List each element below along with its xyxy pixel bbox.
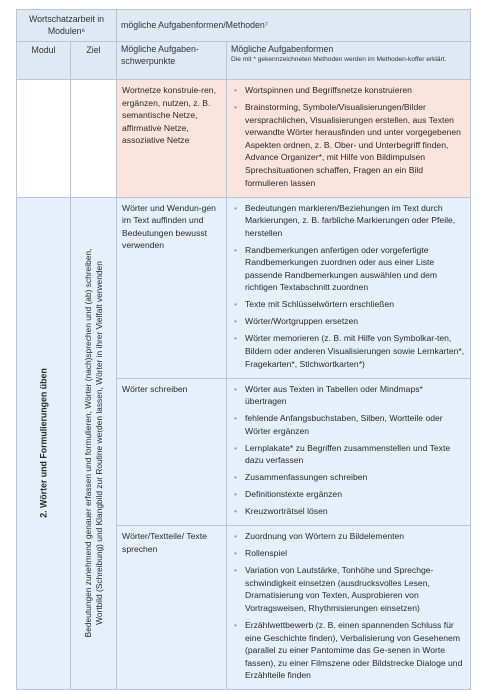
header-ziel: Ziel xyxy=(71,42,117,80)
section2-ziel-line-2: Wortbild (Schreibung) und Klangbild zur Routine werden lassen, Wörter in ihrer Vielfalt verwenden xyxy=(93,261,104,626)
section2-modul-cell xyxy=(17,197,71,690)
list-item: • Wörter aus Texten in Tabellen oder Mindmaps* übertragen xyxy=(231,383,466,408)
section1-row xyxy=(17,80,471,198)
list-item: • fehlende Anfangsbuchstaben, Silben, Wortteile oder Wörter ergänzen xyxy=(231,412,466,437)
list-item: • Definitionstexte ergänzen xyxy=(231,488,466,501)
section2-list-2 xyxy=(227,379,470,526)
section2-schwerpunkt-1: Wörter und Wendun-gen im Text auffinden und Bedeutungen bewusst verwenden xyxy=(117,197,227,378)
section2-items-cell-1 xyxy=(227,197,471,378)
list-item: • Variation von Lautstärke, Tonhöhe und Sprechge-schwindigkeit einsetzen (ausdrucksvolles Lesen, Dramatisierung von Texten, Ausprobieren von Vortragsweisen, Rhythmisierungen einsetzen) xyxy=(231,564,466,614)
header-aufgabenformen: Mögliche Aufgabenformen xyxy=(231,44,334,54)
list-item: • Brainstorming, Symbole/Visualisierungen/Bilder versprachlichen, Visualisierungen erstellen, aus Texten verwandte Wörter herausfinden und unter vorgegebenen Aspekten ordnen, z. B. Ober- und Unterbegriff finden, Advance Organizer*, mit Hilfe von Bildimpulsen Sprechsituationen schaffen, Fragen an ein Bild formulieren lassen xyxy=(231,101,466,189)
section2-items-cell-3 xyxy=(227,526,471,690)
section2-ziel-line-1: Bedeutungen zunehmend genauer erfassen und formulieren, Wörter (nach)sprechen und (ab) schreiben, xyxy=(82,249,93,638)
list-item: • Bedeutungen markieren/Beziehungen im Text durch Markierungen, z. B. farbliche Markierungen oder Pfeile, herstellen xyxy=(231,202,466,240)
list-item: • Wörter memorieren (z. B. mit Hilfe von Symbolkar-ten, Bildern oder anderen Visualisierungen sowie Lernkarten*, Fragekarten*, Stichwortkarten*) xyxy=(231,332,466,370)
section1-ziel-cell xyxy=(71,80,117,198)
list-item: • Zusammenfassungen schreiben xyxy=(231,471,466,484)
header-aufgabenformen-note: Die mit * gekennzeichneten Methoden werden im Methoden-koffer erklärt. xyxy=(231,55,447,63)
header-aufgabenformen-cell xyxy=(227,42,471,80)
section1-schwerpunkt: Wortnetze konstruie-ren, ergänzen, nutzen, z. B. semantische Netze, affirmative Netze, assoziative Netze xyxy=(117,80,227,198)
method-table xyxy=(16,9,471,690)
section2-row-1 xyxy=(17,197,471,378)
section2-items-cell-2 xyxy=(227,378,471,526)
header-row-top xyxy=(17,10,471,42)
section2-modul-label: 2. Wörter und Formulierungen üben xyxy=(38,368,48,519)
list-item: • Wortspinnen und Begriffsnetze konstruieren xyxy=(231,84,466,97)
header-aufgabenformen-methoden: mögliche Aufgabenformen/Methoden⁷ xyxy=(117,10,471,42)
list-item: • Texte mit Schlüsselwörtern erschließen xyxy=(231,298,466,311)
section2-schwerpunkt-2: Wörter schreiben xyxy=(117,378,227,526)
list-item: • Rollenspiel xyxy=(231,547,466,560)
list-item: • Kreuzworträtsel lösen xyxy=(231,505,466,518)
list-item: • Erzählwettbewerb (z. B. einen spannenden Schluss für eine Geschichte finden), Verbalisierung von Gesehenem (parallel zu einer Pantomime das Ge-senen in Worte fassen), zu einer Filmszene oder Bildstrecke Dialoge und Erzählteile finden xyxy=(231,619,466,682)
section2-ziel-text xyxy=(83,249,105,638)
section1-items-cell xyxy=(227,80,471,198)
section1-list xyxy=(227,80,470,197)
section1-modul-cell xyxy=(17,80,71,198)
header-row-sub xyxy=(17,42,471,80)
list-item: • Randbemerkungen anfertigen oder vorgefertigte Randbemerkungen zuordnen oder aus einer Liste passende Randbemerkungen auswählen und dem richtigen Textabschnitt zuordnen xyxy=(231,244,466,294)
header-schwerpunkte: Mögliche Aufgaben-schwerpunkte xyxy=(117,42,227,80)
header-modul: Modul xyxy=(17,42,71,80)
header-wortschatzarbeit: Wortschatzarbeit in Modulen⁶ xyxy=(17,10,117,42)
list-item: • Lernplakate* zu Begriffen zusammenstellen und Texte dazu verfassen xyxy=(231,442,466,467)
section2-schwerpunkt-3: Wörter/Textteile/ Texte sprechen xyxy=(117,526,227,690)
section2-list-3 xyxy=(227,526,470,689)
section2-list-1 xyxy=(227,198,470,378)
section2-ziel-cell xyxy=(71,197,117,690)
list-item: • Zuordnung von Wörtern zu Bildelementen xyxy=(231,530,466,543)
list-item: • Wörter/Wortgruppen ersetzen xyxy=(231,315,466,328)
